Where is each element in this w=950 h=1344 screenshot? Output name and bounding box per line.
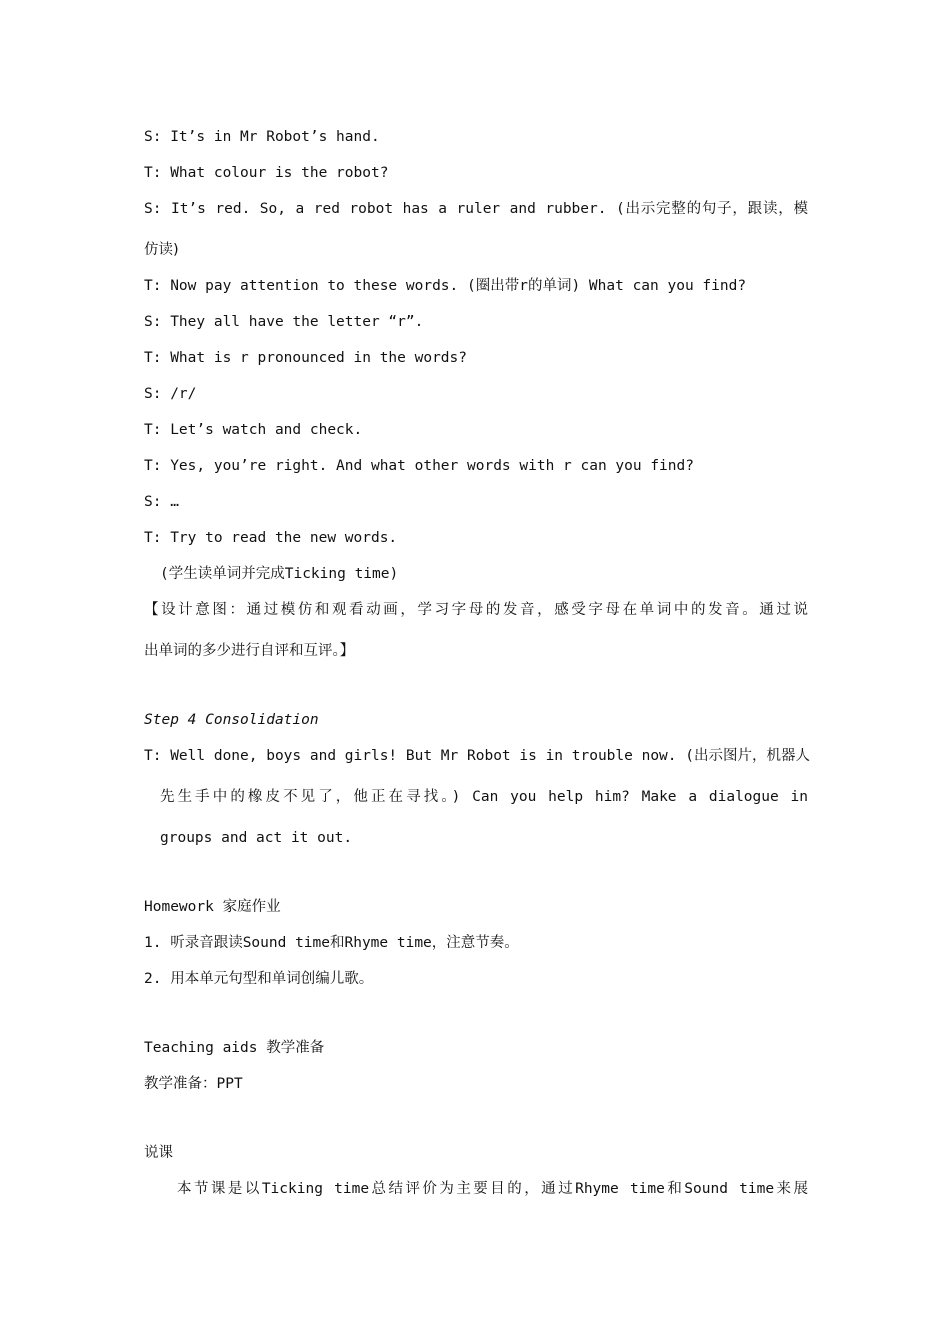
step4-line: 先生手中的橡皮不见了，他正在寻找。) Can you help him? Make a dialogue in bbox=[160, 789, 808, 805]
dialogue-line: S: It’s red. So, a red robot has a ruler and rubber. (出示完整的句子，跟读，模 bbox=[144, 201, 808, 217]
homework-item: 2. 用本单元句型和单词创编儿歌。 bbox=[144, 971, 374, 987]
shuoke-heading: 说课 bbox=[144, 1145, 173, 1161]
teaching-aids-heading: Teaching aids 教学准备 bbox=[144, 1040, 325, 1056]
dialogue-line: T: Try to read the new words. bbox=[144, 530, 398, 546]
design-intent-line: 出单词的多少进行自评和互评。】 bbox=[144, 643, 355, 659]
dialogue-line: S: … bbox=[144, 494, 179, 510]
dialogue-line: S: /r/ bbox=[144, 386, 197, 402]
homework-heading: Homework 家庭作业 bbox=[144, 899, 281, 915]
dialogue-line: T: What colour is the robot? bbox=[144, 165, 389, 181]
dialogue-line: T: Now pay attention to these words. (圈出带r的单词) What can you find? bbox=[144, 278, 747, 294]
step4-heading: Step 4 Consolidation bbox=[144, 712, 319, 728]
dialogue-line: S: It’s in Mr Robot’s hand. bbox=[144, 129, 380, 145]
dialogue-line: (学生读单词并完成Ticking time) bbox=[160, 566, 399, 582]
dialogue-line: T: What is r pronounced in the words? bbox=[144, 350, 468, 366]
shuoke-line: 本节课是以Ticking time总结评价为主要目的，通过Rhyme time和Sound time来展 bbox=[177, 1181, 808, 1197]
teaching-aids-line: 教学准备：PPT bbox=[144, 1076, 243, 1092]
dialogue-line: S: They all have the letter “r”. bbox=[144, 314, 424, 330]
design-intent-line: 【设计意图：通过模仿和观看动画，学习字母的发音，感受字母在单词中的发音。通过说 bbox=[144, 602, 808, 618]
step4-line: groups and act it out. bbox=[160, 830, 353, 846]
dialogue-line: T: Let’s watch and check. bbox=[144, 422, 363, 438]
homework-item: 1. 听录音跟读Sound time和Rhyme time，注意节奏。 bbox=[144, 935, 519, 951]
dialogue-line: T: Yes, you’re right. And what other words with r can you find? bbox=[144, 458, 694, 474]
dialogue-line: 仿读) bbox=[144, 242, 179, 258]
step4-line: T: Well done, boys and girls! But Mr Robot is in trouble now. (出示图片，机器人 bbox=[144, 748, 810, 764]
